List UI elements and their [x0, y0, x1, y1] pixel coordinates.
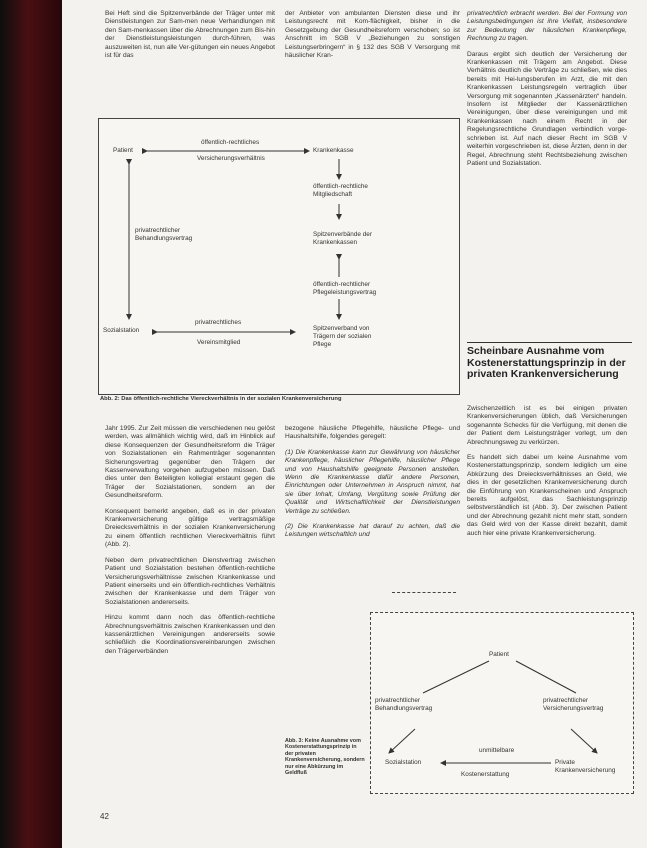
label-behandlungsvertrag: privatrechtlicher Behandlungsvertrag: [135, 227, 193, 242]
paragraph: privatrechtlich erbracht werden. Bei der Formung von Leistungsbedingungen ist ihre Vielfalt, insbesondere zur Bedeutung der häuslichen Krankenpflege, Rechnung zu tragen.: [467, 10, 627, 43]
node-krankenkasse: Krankenkasse: [313, 147, 354, 154]
node-patient: Patient: [489, 651, 509, 658]
column-1-top: [105, 10, 275, 67]
label-mitgliedschaft: öffentlich-rechtliche Mitgliedschaft: [313, 183, 368, 198]
paragraph: der Anbieter von ambulanten Diensten diese und ihr Leistungsrecht mit Kom-flächigkeit, bisher in die Gesetzgebung der Gesundheitsreform verschoben; so ist Anschnitt im SGB V „Beziehungen zu sonstigen Leistungserbringern“ in § 132 des SGB V Versorgung mit häuslicher Kran-: [285, 10, 460, 60]
paragraph: Konsequent bemerkt angeben, daß es in der privaten Krankenversicherung gültige vertragsmäßige Dreiecksverhältnis in der sozialen Krankenversicherung zu einem öffentlich rechtlichen Viereckverhältnis führt (Abb. 2).: [105, 507, 275, 549]
column-2-bottom: [285, 425, 460, 547]
quote-paragraph: (2) Die Krankenkasse hat darauf zu achten, daß die Leistungen wirtschaftlich und: [285, 523, 460, 539]
label-versicherungsverhaeltnis: Versicherungsverhältnis: [197, 155, 265, 162]
column-1-bottom: [105, 425, 275, 663]
paragraph: bezogene häusliche Pflegehilfe, häusliche Pflege- und Haushaltshilfe, folgendes geregelt:: [285, 425, 460, 441]
figure-2-caption: Abb. 3: Keine Ausnahme vom Kostenerstattungsprinzip in der privaten Krankenversicherung, sondern nur eine Abkürzung im Geldfluß: [285, 738, 365, 777]
label-pflegeleistungsvertrag: öffentlich-rechtlicher Pflegeleistungsvertrag: [313, 281, 377, 296]
node-spitzenverband-traeger: Spitzenverband von Trägern der sozialen Pflege: [313, 325, 372, 348]
paragraph: Es handelt sich dabei um keine Ausnahme vom Kostenerstattungsprinzip, sondern lediglich um eine Abkürzung des Dreiecksverhältnisses an Geld, wie dies in der gesetzlichen Krankenversicherung durch die Einführung von Krankenscheinen und Anspruch bereits aufgelöst, das Sachleistungsprinzip selbstverständlich ist (Abb. 3). Der zwischen Patient und der Abrechnung gezahlt nicht mehr statt, sondern das Geld wird von der Kasse direkt bezahlt, damit auch hier eine private Krankenversicherung.: [467, 454, 627, 537]
node-patient: Patient: [113, 147, 133, 154]
line-patient-versicherung: [516, 661, 576, 693]
paragraph: Zwischenzeitlich ist es bei einigen privaten Krankenversicherungen üblich, daß Versicherungen sogenannte Schecks für die Verfügung, mit denen die der Patient dem Leistungsträger vorlegt, um den Abrechnungsweg zu verkürzen.: [467, 405, 627, 446]
node-sozialstation: Sozialstation: [103, 327, 140, 334]
section-heading: Scheinbare Ausnahme vom Kostenerstattungsprinzip in der privaten Krankenversicherung: [467, 342, 632, 381]
label-vereinsmitglied: Vereinsmitglied: [197, 339, 241, 346]
column-2-top: [285, 10, 460, 67]
figure-1-caption: Abb. 2: Das öffentlich-rechtliche Viereckverhältnis in der sozialen Krankenversicherung: [100, 396, 342, 402]
node-sozialstation: Sozialstation: [385, 759, 422, 766]
divider: [392, 592, 456, 593]
page-number: 42: [100, 812, 109, 821]
column-3-top: [467, 10, 627, 175]
label-unmittelbare: unmittelbare: [479, 747, 515, 754]
figure-1-diagram: [98, 118, 460, 395]
book-binding: [0, 0, 62, 848]
label-behandlungsvertrag: privatrechtlicher Behandlungsvertrag: [375, 697, 433, 712]
quote-paragraph: (1) Die Krankenkasse kann zur Gewährung von häuslicher Krankenpflege, häuslicher Pflegehilfe, häuslicher Pflege und von Haushaltshilfe geeignete Personen anstellen. Wenn die Krankenkasse dafür andere Personen, Einrichtungen oder Unternehmen in Anspruch nimmt, hat sie über Inhalt, Umfang, Vergütung sowie Prüfung der Qualität und Wirtschaftlichkeit der Dienstleistungen Verträge zu schließen.: [285, 448, 460, 515]
node-private-krankenversicherung: Private Krankenversicherung: [555, 759, 616, 774]
paragraph: Jahr 1995. Zur Zeit müssen die verschiedenen neu gelöst werden, was allmählich wichtig wird, daß im Hinblick auf diese Konsequenzen der Gesundheitsreform die Träger von Sozialstationen ein Rahmenträger sogenannten Sicherungsvertrag gegenüber den Trägern der Kassenverwaltung vorgehen aufzugeben müssen. Daß dies unter den Beteiligten kollegial erstaunt gegen die Träger der Sozialstationen, sondern an der Gesundheitsreform.: [105, 425, 275, 500]
label-versicherungsvertrag: privatrechtlicher Versicherungsvertrag: [543, 697, 604, 712]
node-spitzenverbaende-kk: Spitzenverbände der Krankenkassen: [313, 231, 372, 246]
label-kostenerstattung: Kostenerstattung: [461, 771, 510, 778]
figure-2-diagram: [370, 612, 634, 794]
label-oeffentlich-rechtliches: öffentlich-rechtliches: [201, 139, 260, 146]
paragraph: Bei Heft sind die Spitzenverbände der Träger unter mit Dienstleistungen zur Sam-men neue Verhandlungen mit den Sam-menkassen über die Abrechnungen zum Bis-hin der Dienstleistungsleistungen durch-führen, was auszuweiten ist, nun alle Ver-gütungen ein neues Angebot ist für das: [105, 10, 275, 60]
label-privatrechtliches: privatrechtliches: [195, 319, 242, 326]
paragraph: Hinzu kommt dann noch das öffentlich-rechtliche Abrechnungsverhältnis zwischen Krankenkassen und den kassenärztlichen Vereinigungen andererseits sowie schließlich die Koordinationsvereinbarungen zwischen den Trägerverbänden: [105, 614, 275, 655]
line-patient-behandlung: [423, 661, 489, 693]
column-3-bottom: [467, 405, 627, 545]
arrow-to-sozialstation: [389, 729, 415, 753]
arrow-to-krankenversicherung: [571, 729, 597, 753]
paragraph: Neben dem privatrechtlichen Dienstvertrag zwischen Patient und Sozialstation bestehen öffentlich-rechtliche Versicherungsverhältnisse zwischen Krankenkasse und Patient einerseits und ein öffentlich-rechtliches Verhältnis zwischen der Krankenkasse und dem Träger von Sozialstationen andererseits.: [105, 556, 275, 606]
figure-1-arrows: [99, 119, 459, 394]
paragraph: Daraus ergibt sich deutlich der Versicherung der Krankenkassen mit Trägern am Angebot. Diese Verhältnis deutlich die Verträge zu schließen, wie dies bereits mit Hei-lungsberufen im Arzt, die mit den Krankenkassen Leistungsregeln vertraglich über Versorgung mit sogenannten „Kassenärzten“ handeln. Insofern ist Mitglieder der Kassenärztlichen Vereinigungen, über diese vereinigungen und mit Krankenkassen nach einem Recht in der Regelungsrechtliche Grundlagen verbindlich vorge-schrieben ist. Auf nach dieser Recht im SGB V weiterhin vorgeschrieben ist, diese Ärzten, denn in der Regel, Abrechnung steht Rechtsbeziehung zwischen Patient und Sozialstation.: [467, 50, 627, 167]
